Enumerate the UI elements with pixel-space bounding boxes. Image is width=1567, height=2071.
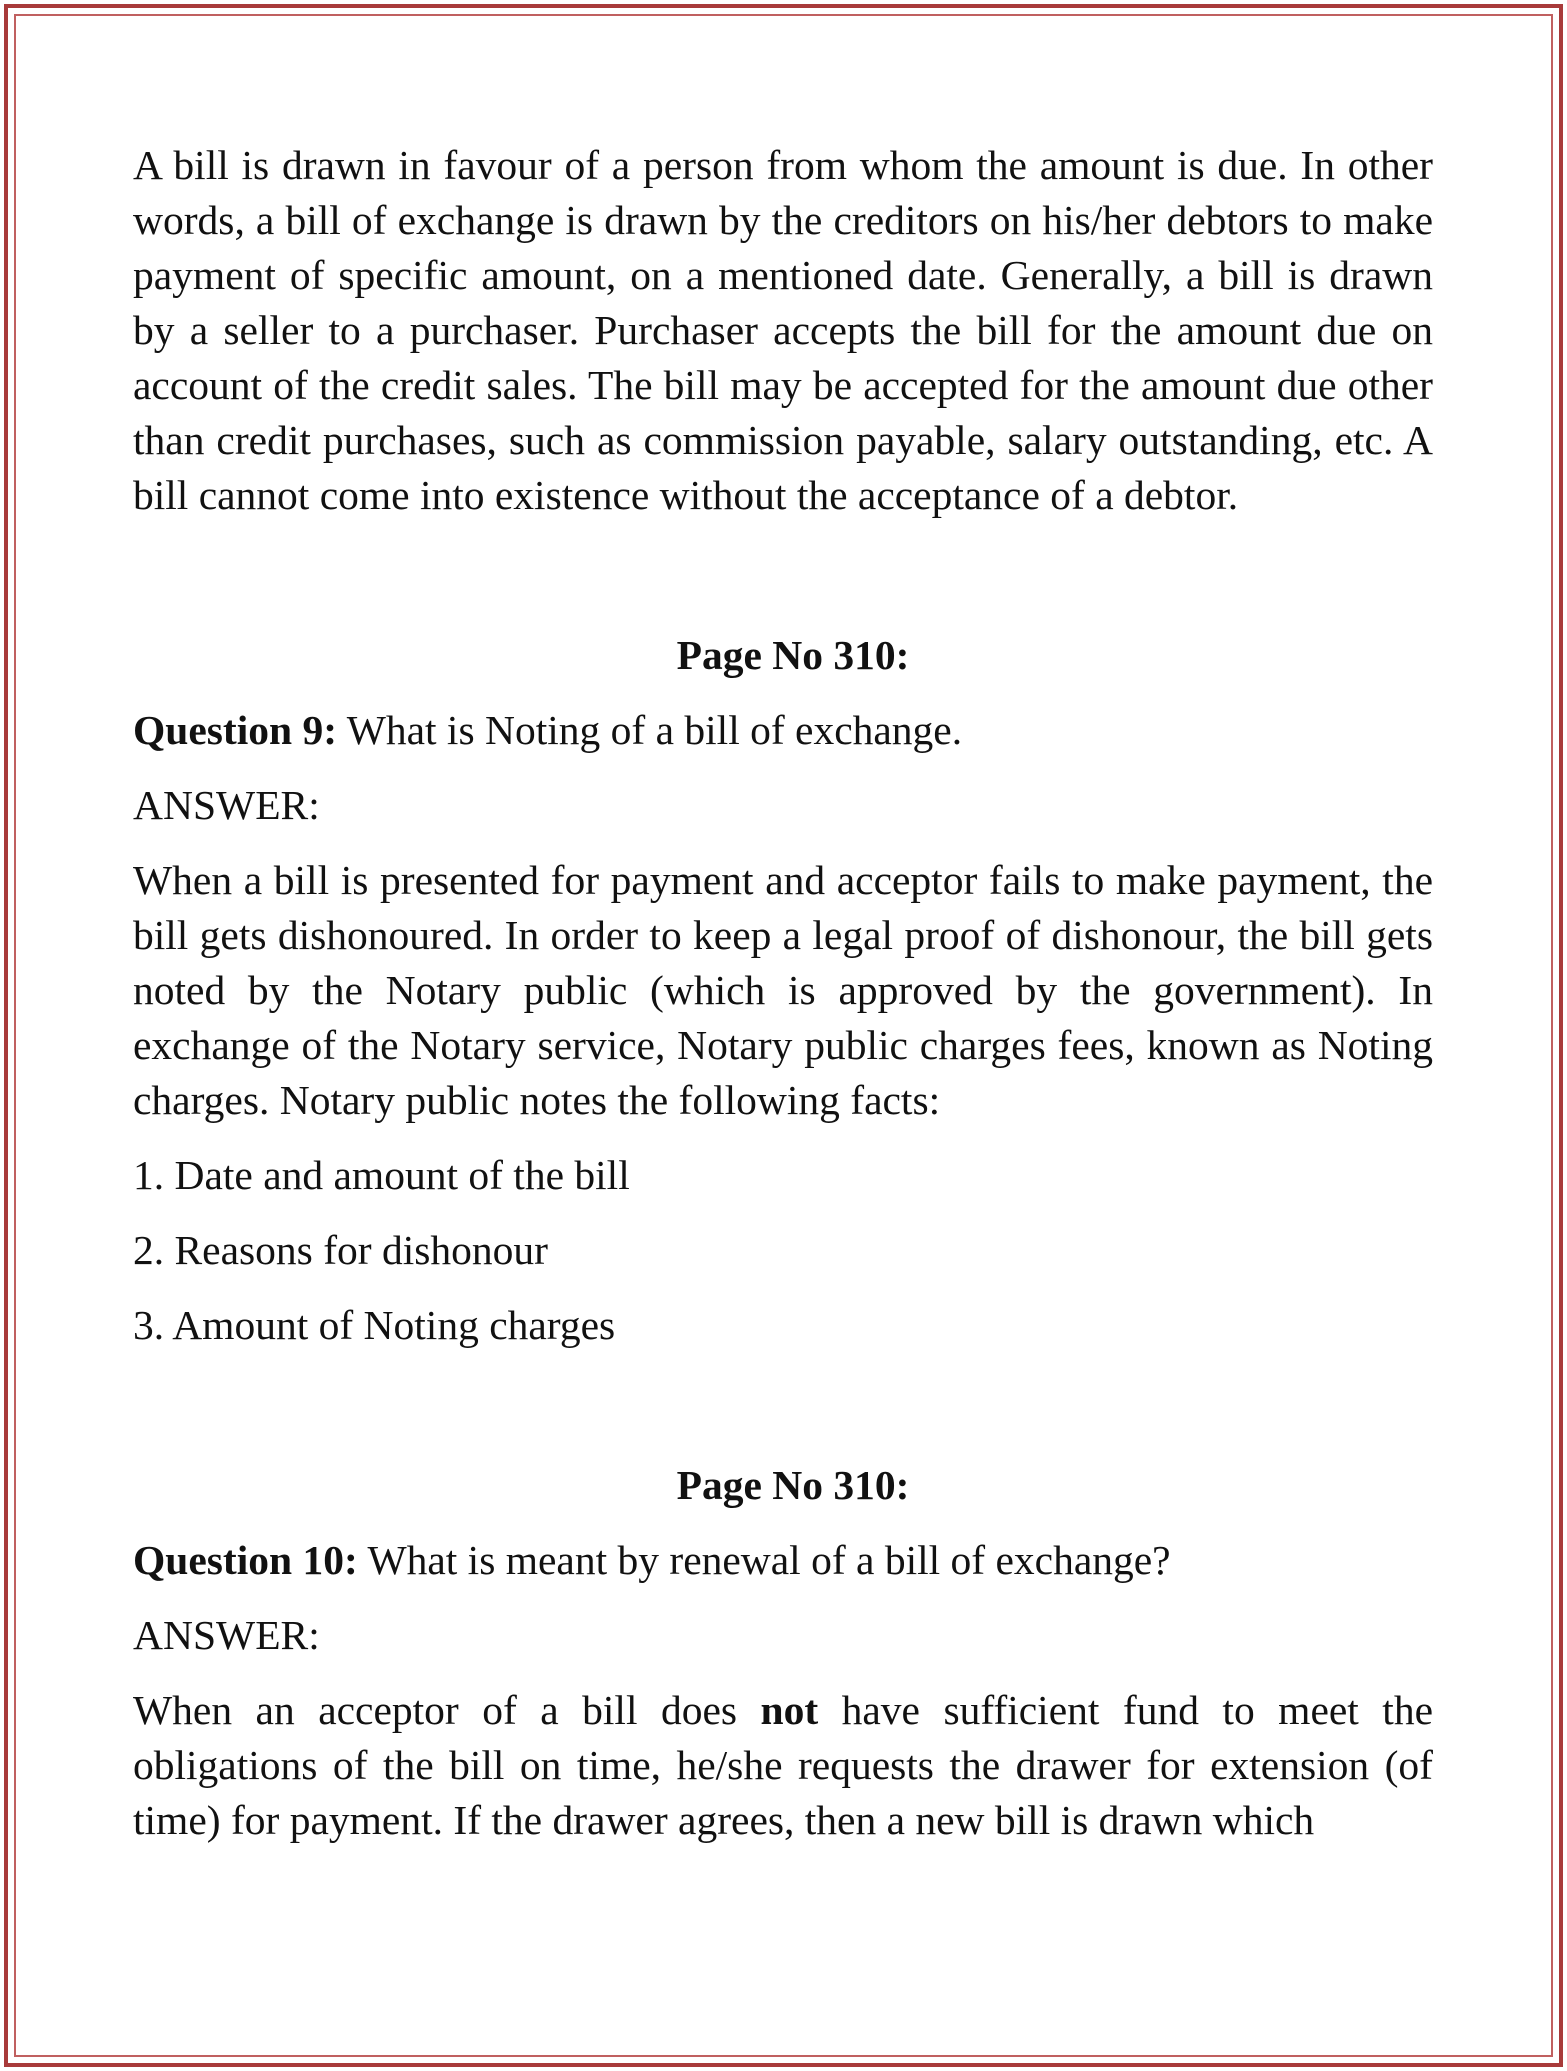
question-10-label: Question 10:	[133, 1537, 358, 1583]
question-9-label: Question 9:	[133, 707, 338, 753]
answer-10-part1: When an acceptor of a bill does	[133, 1687, 761, 1733]
intro-paragraph: A bill is drawn in favour of a person from whom the amount is due. In other words, a bill of exchange is drawn by the creditors on his/her debtors to make payment of specific amount, on a mentioned date. Generally, a bill is drawn by a seller to a purchaser. Purchaser accepts the bill for the amount due on account of the credit sales. The bill may be accepted for the amount due other than credit purchases, such as commission payable, salary outstanding, etc. A bill cannot come into existence without the acceptance of a debtor.	[133, 142, 1433, 518]
answer-9-paragraph: When a bill is presented for payment and acceptor fails to make payment, the bill gets dishonoured. In order to keep a legal proof of dishonour, the bill gets noted by the Notary public (which is approved by the government). In exchange of the Notary service, Notary public charges fees, known as Noting charges. Notary public notes the following facts:	[133, 857, 1433, 1123]
question-10-text: What is meant by renewal of a bill of exchange?	[357, 1537, 1171, 1583]
answer-10-paragraph	[133, 1683, 1433, 1848]
answer-10-part2: have sufficient fund to meet the obligations of the bill on time, he/she requests the drawer for extension (of time) for payment. If the drawer agrees, then a new bill is drawn which	[133, 1687, 1433, 1843]
list-item: 2. Reasons for dishonour	[133, 1227, 548, 1273]
section-heading-q10: Page No 310:	[676, 1462, 910, 1508]
answer-10-bold: not	[760, 1687, 819, 1733]
list-item: 3. Amount of Noting charges	[133, 1302, 616, 1348]
list-item: 1. Date and amount of the bill	[133, 1152, 630, 1198]
answer-9-label: ANSWER:	[133, 782, 320, 828]
question-9-text: What is Noting of a bill of exchange.	[337, 707, 963, 753]
section-heading-q9: Page No 310:	[676, 632, 910, 678]
answer-10-label: ANSWER:	[133, 1612, 320, 1658]
document-body	[133, 138, 1433, 1848]
question-10	[133, 1533, 1433, 1588]
question-9	[133, 703, 1433, 758]
